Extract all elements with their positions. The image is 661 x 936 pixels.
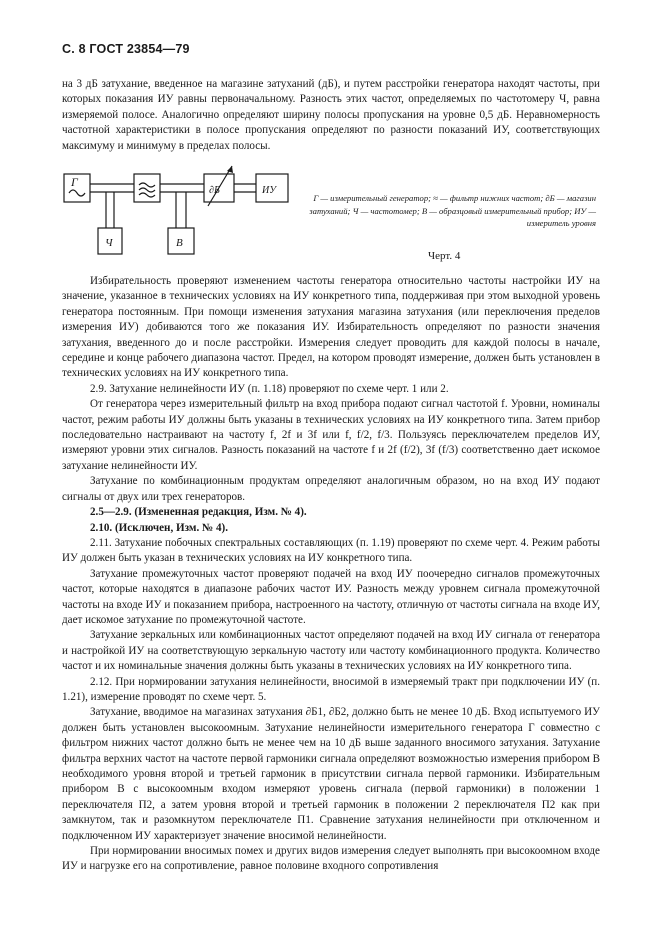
paragraph-selectivity: Избирательность проверяют изменением частоты генератора относительно частоты настройки ИУ на значение, указанное в технических условиях на ИУ конкретного типа, поддерживая при этом выходной уровень генератора постоянным. При помощи изменения затухания магазина затухания (или переключения пределов измерения ИУ) добиваются того же показания ИУ. Избирательность определяют по разности значения затухания, введенного до и после расстройки. Измерения следует проводить для каждой полосы в начале, середине и конце рабочего диапазона частот. Предел, на котором проводят измерение, должен быть установлен в технических условиях на ИУ конкретного типа. xyxy=(62,275,600,380)
frequency-meter-label: Ч xyxy=(105,237,113,249)
paragraph-attenuation: Затухание, вводимое на магазинах затухания ∂Б1, ∂Б2, должно быть не менее 10 дБ. Вход испытуемого ИУ должен быть установлен высокоомным. Затухание нелинейности измерительного генератора Г совместно с фильтром нижних частот должно быть не менее чем на 10 дБ выше заданного вносимого затухания. Затухание фильтра верхних частот на частоте первой гармоники сигнала определяют возможностью измерения прибором В необходимого уровня второй и третьей гармоник в присутствии сигнала первой гармоники. Избирательным прибором В с высокоомным входом измеряют уровень сигнала (первой гармоники) в положении 1 переключателя П2, а затем уровня второй и третьей гармоник в положении 2 переключателя П2 как при замкнутом, так и разомкнутом переключателе П1. Сравнение затухания нелинейности при отключенном и подключенном ИУ характеризует значение вносимой нелинейности. xyxy=(62,706,600,842)
intro-paragraph: на 3 дБ затухание, введенное на магазине затуханий (дБ), и путем расстройки генератора находят частоты, при которых показания ИУ равны первоначальному. Разность этих частот, определяемых по частотомеру Ч, равна измеряемой полосе. Аналогично определяют ширину полосы пропускания на уровне 0,5 дБ. Неравномерность частотной характеристики в полосе пропускания определяют по разности показаний ИУ, соответствующих максимуму и минимуму в пределах полосы. xyxy=(62,78,600,152)
paragraph-combination: Затухание по комбинационным продуктам определяют аналогичным образом, но на вход ИУ подают сигналы от двух или трех генераторов. xyxy=(62,475,600,503)
body-text xyxy=(62,274,600,875)
reference-device-label: В xyxy=(176,237,183,249)
paragraph-mirror: Затухание зеркальных или комбинационных частот определяют подачей на вход ИУ сигнала от генератора и настройкой ИУ на соответствующую зеркальную частоту или частоту комбинационного продукта. Количество частот и их номинальные значения должны быть указаны в технических условиях на ИУ конкретного типа. xyxy=(62,629,600,673)
paragraph-2-11: 2.11. Затухание побочных спектральных составляющих (п. 1.19) проверяют по схеме черт. 4. Режим работы ИУ должен быть указан в технических условиях на ИУ конкретного типа. xyxy=(62,536,600,565)
paragraph-nonlinearity: От генератора через измерительный фильтр на вход прибора подают сигнал частотой f. Уровни, номиналы частот, режим работы ИУ должны быть указаны в технических условиях на ИУ конкретного типа. Затем прибор последовательно настраивают на частоту f, 2f и 3f или f, f/2, f/3. Пользуясь переключателем пределов ИУ, измеряют уровни этих сигналов. Разность показаний на частоте f и 2f (f/2), 3f (f/3) соответственно дает искомое затухание нелинейности ИУ. xyxy=(62,398,600,472)
paragraph-2-9: 2.9. Затухание нелинейности ИУ (п. 1.18) проверяют по схеме черт. 1 или 2. xyxy=(90,382,449,395)
generator-label: Г xyxy=(71,175,78,189)
paragraph-amendment-4: 2.5—2.9. (Измененная редакция, Изм. № 4). xyxy=(90,506,307,519)
attenuator-label: ∂Б xyxy=(209,185,220,196)
meter-label: ИУ xyxy=(262,185,276,196)
figure-label: Черт. 4 xyxy=(428,250,461,262)
filter-wave-icon xyxy=(139,183,155,187)
intro-text xyxy=(62,77,600,154)
page-header: С. 8 ГОСТ 23854—79 xyxy=(62,42,190,56)
sine-wave-icon xyxy=(69,190,85,196)
paragraph-interference: При нормировании вносимых помех и других видов измерения следует выполнять при высокоомном входе ИУ и нагрузке его на сопротивление, равное половине входного сопротивления xyxy=(62,845,600,873)
figure-caption: Г — измерительный генератор; ≈ — фильтр нижних частот; ∂Б — магазин затуханий; Ч — частотомер; В — образцовый измерительный прибор; ИУ — измеритель уровня xyxy=(309,193,596,229)
paragraph-intermediate: Затухание промежуточных частот проверяют подачей на вход ИУ поочередно сигналов промежуточных частот, которые находятся в диапазоне рабочих частот ИУ. Разность между уровнем сигнала промежуточной частоты на входе ИУ и показанием прибора, настроенного на частоту, отличную от частоты сигнала на входе ИУ, дает искомое затухание по промежуточной частоте. xyxy=(62,567,600,626)
paragraph-2-12: 2.12. При нормировании затухания нелинейности, вносимой в измеряемый тракт при подключении ИУ (п. 1.21), измерение проводят по схеме черт. 5. xyxy=(62,675,600,703)
block-diagram xyxy=(62,160,302,260)
paragraph-2-10: 2.10. (Исключен, Изм. № 4). xyxy=(90,521,228,534)
filter-box xyxy=(134,174,160,202)
